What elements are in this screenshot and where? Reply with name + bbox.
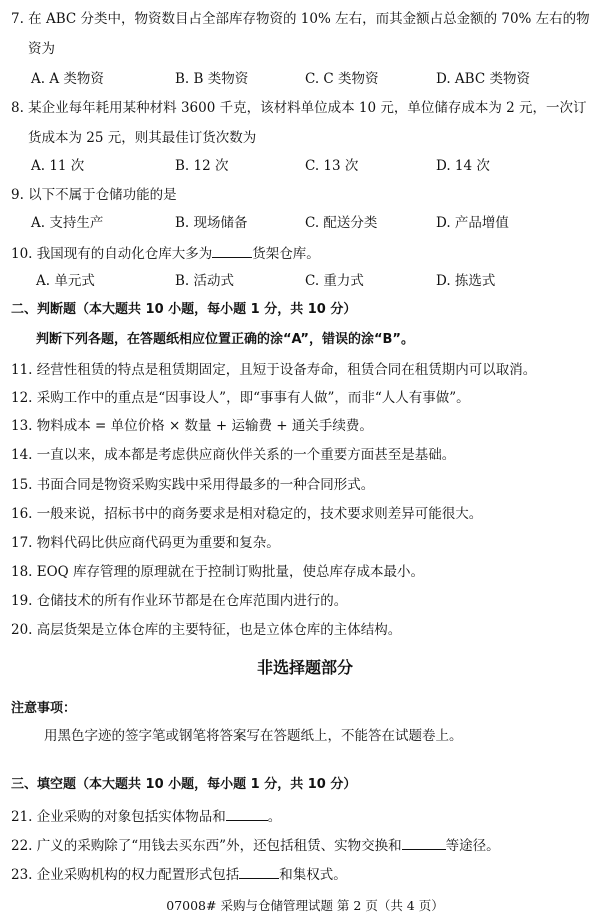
q22-after: 等途径。 — [445, 838, 500, 854]
judge-item: 11. 经营性租赁的特点是租赁期固定，且短于设备寿命，租赁合同在租赁期内可以取消。 — [11, 362, 537, 378]
q7-option-a: A. A 类物资 — [31, 71, 104, 87]
judge-item: 18. EOQ 库存管理的原理就在于控制订购批量，使总库存成本最小。 — [11, 564, 425, 580]
q7-stem: 7. 在 ABC 分类中，物资数目占全部库存物资的 10% 左右，而其金额占总金额的 70% 左右的物 — [11, 11, 590, 27]
q10-stem-before: 10. 我国现有的自动化仓库大多为 — [11, 246, 213, 262]
q10-option-c: C. 重力式 — [305, 273, 364, 289]
q7-option-b: B. B 类物资 — [175, 71, 249, 87]
q7-option-c: C. C 类物资 — [305, 71, 379, 87]
q9-stem: 9. 以下不属于仓储功能的是 — [11, 187, 177, 203]
page-footer: 07008# 采购与仓储管理试题 第 2 页（共 4 页） — [166, 898, 444, 913]
q9-option-b: B. 现场储备 — [175, 215, 248, 231]
q21-answer-blank — [226, 806, 268, 821]
section2-heading: 二、判断题（本大题共 10 小题，每小题 1 分，共 10 分） — [11, 302, 357, 317]
q9-option-c: C. 配送分类 — [305, 215, 378, 231]
judge-item: 19. 仓储技术的所有作业环节都是在仓库范围内进行的。 — [11, 593, 348, 609]
q10-stem-after: 货架仓库。 — [252, 246, 320, 262]
q8-stem: 8. 某企业每年耗用某种材料 3600 千克，该材料单位成本 10 元，单位储存成本为 2 元，一次订 — [11, 100, 587, 116]
notice-heading: 注意事项： — [11, 701, 77, 716]
q10-option-d: D. 拣选式 — [436, 273, 496, 289]
judge-item: 12. 采购工作中的重点是“因事设人”，即“事事有人做”，而非“人人有事做”。 — [11, 390, 470, 406]
q8-option-c: C. 13 次 — [305, 158, 359, 174]
notice-text: 用黑色字迹的签字笔或钢笔将答案写在答题纸上，不能答在试题卷上。 — [44, 728, 463, 744]
part2-title: 非选择题部分 — [256, 658, 353, 677]
q22-before: 22. 广义的采购除了“用钱去买东西”外，还包括租赁、实物交换和 — [11, 838, 402, 854]
q8-stem-cont: 货成本为 25 元，则其最佳订货次数为 — [28, 130, 257, 146]
q7-stem-cont: 资为 — [28, 41, 55, 57]
q10-stem — [11, 243, 320, 263]
judge-item: 13. 物料成本 = 单位价格 × 数量 + 运输费 + 通关手续费。 — [11, 418, 373, 434]
q10-option-b: B. 活动式 — [175, 273, 235, 289]
q10-answer-blank — [212, 243, 252, 258]
q23-before: 23. 企业采购机构的权力配置形式包括 — [11, 867, 240, 883]
q21 — [11, 806, 281, 826]
section2-instruction: 判断下列各题，在答题纸相应位置正确的涂“A”，错误的涂“B”。 — [36, 332, 414, 347]
q23-after: 和集权式。 — [279, 867, 347, 883]
q10-option-a: A. 单元式 — [36, 273, 95, 289]
q8-option-d: D. 14 次 — [436, 158, 490, 174]
q8-option-a: A. 11 次 — [31, 158, 85, 174]
judge-item: 14. 一直以来，成本都是考虑供应商伙伴关系的一个重要方面甚至是基础。 — [11, 447, 456, 463]
q22 — [11, 835, 500, 855]
q23 — [11, 864, 347, 884]
judge-item: 20. 高层货架是立体仓库的主要特征，也是立体仓库的主体结构。 — [11, 622, 402, 638]
q9-option-a: A. 支持生产 — [31, 215, 104, 231]
judge-item: 17. 物料代码比供应商代码更为重要和复杂。 — [11, 535, 280, 551]
judge-item: 15. 书面合同是物资采购实践中采用得最多的一种合同形式。 — [11, 477, 375, 493]
judge-item: 16. 一般来说，招标书中的商务要求是相对稳定的，技术要求则差异可能很大。 — [11, 506, 483, 522]
q7-option-d: D. ABC 类物资 — [436, 71, 530, 87]
q21-after: 。 — [267, 809, 282, 825]
q22-answer-blank — [402, 835, 446, 850]
q23-answer-blank — [239, 864, 279, 879]
section3-heading: 三、填空题（本大题共 10 小题，每小题 1 分，共 10 分） — [11, 777, 357, 792]
q9-option-d: D. 产品增值 — [436, 215, 509, 231]
q8-option-b: B. 12 次 — [175, 158, 229, 174]
q21-before: 21. 企业采购的对象包括实体物品和 — [11, 809, 226, 825]
